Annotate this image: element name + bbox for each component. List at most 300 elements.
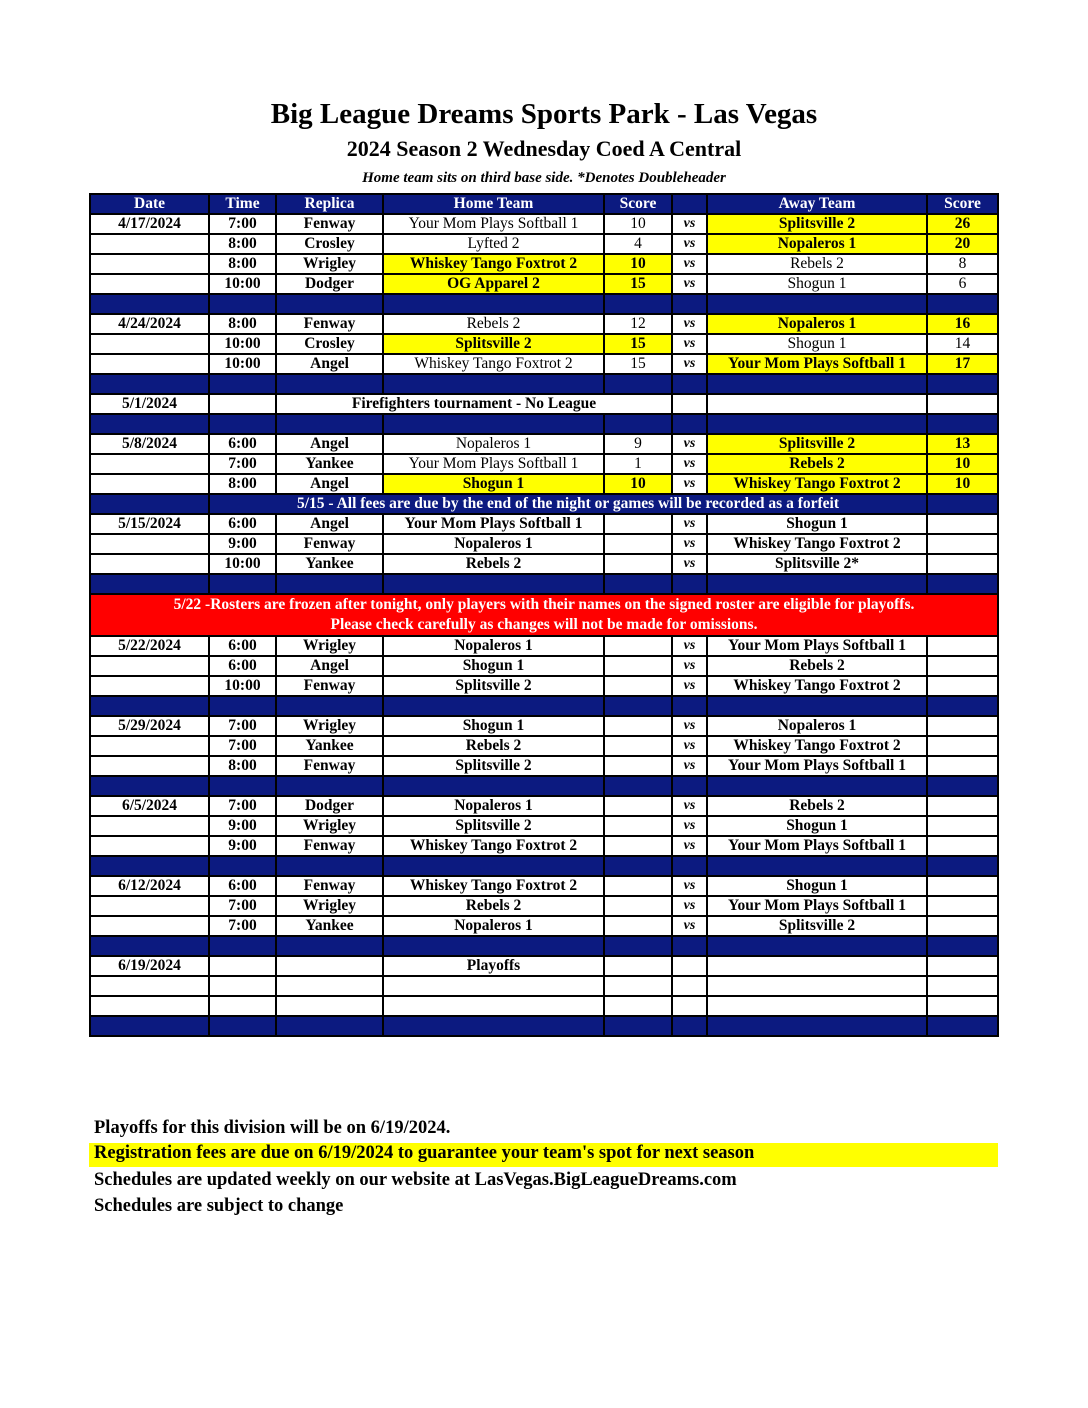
home-team-cell: Nopaleros 1 [383, 534, 604, 554]
table-row [90, 916, 998, 936]
cell [672, 856, 707, 876]
away-score-cell [927, 514, 998, 534]
cell [707, 574, 927, 594]
cell [383, 294, 604, 314]
time-cell: 10:00 [209, 334, 276, 354]
away-score-cell [927, 554, 998, 574]
away-score-cell [927, 676, 998, 696]
away-team-cell: Splitsville 2 [707, 916, 927, 936]
cell [383, 976, 604, 996]
home-score-cell: 10 [604, 214, 672, 234]
cell [927, 976, 998, 996]
playoffs-row [90, 956, 998, 976]
vs-cell: vs [672, 916, 707, 936]
cell [604, 294, 672, 314]
time-cell: 6:00 [209, 876, 276, 896]
cell [276, 574, 383, 594]
empty-row [90, 996, 998, 1016]
footer-website: Schedules are updated weekly on our website at LasVegas.BigLeagueDreams.com [94, 1170, 737, 1190]
date-cell [90, 474, 209, 494]
cell [276, 976, 383, 996]
away-team-cell: Rebels 2 [707, 656, 927, 676]
away-score-cell [927, 656, 998, 676]
no-games-row [90, 394, 998, 414]
header-time: Time [209, 194, 276, 214]
date-cell [90, 234, 209, 254]
home-score-cell: 15 [604, 354, 672, 374]
time-cell: 10:00 [209, 554, 276, 574]
home-score-cell: 1 [604, 454, 672, 474]
field-cell: Angel [276, 434, 383, 454]
cell [90, 696, 209, 716]
date-cell: 5/29/2024 [90, 716, 209, 736]
field-cell: Angel [276, 354, 383, 374]
separator-row [90, 414, 998, 434]
away-score-cell [927, 636, 998, 656]
time-cell: 7:00 [209, 896, 276, 916]
cell [383, 936, 604, 956]
time-cell: 10:00 [209, 354, 276, 374]
home-score-cell [604, 876, 672, 896]
cell [209, 294, 276, 314]
away-team-cell: Splitsville 2 [707, 434, 927, 454]
cell [276, 696, 383, 716]
away-score-cell [927, 836, 998, 856]
date-cell [90, 254, 209, 274]
vs-cell [672, 394, 707, 414]
date-cell [90, 756, 209, 776]
separator-row [90, 856, 998, 876]
home-team-cell: Nopaleros 1 [383, 434, 604, 454]
cell [604, 956, 672, 976]
cell [383, 1016, 604, 1036]
table-row [90, 254, 998, 274]
time-cell: 7:00 [209, 716, 276, 736]
cell [209, 936, 276, 956]
cell [672, 776, 707, 796]
cell [927, 856, 998, 876]
time-cell: 9:00 [209, 534, 276, 554]
cell [707, 414, 927, 434]
time-cell: 8:00 [209, 314, 276, 334]
cell [672, 1016, 707, 1036]
vs-cell: vs [672, 656, 707, 676]
cell [90, 936, 209, 956]
time-cell: 10:00 [209, 676, 276, 696]
home-team-cell: Rebels 2 [383, 896, 604, 916]
table-row [90, 354, 998, 374]
date-cell [90, 554, 209, 574]
date-cell: 5/15/2024 [90, 514, 209, 534]
cell [209, 574, 276, 594]
home-team-cell: Whiskey Tango Foxtrot 2 [383, 876, 604, 896]
away-team-cell: Nopaleros 1 [707, 234, 927, 254]
cell [383, 696, 604, 716]
home-team-cell: Shogun 1 [383, 656, 604, 676]
home-team-cell: Whiskey Tango Foxtrot 2 [383, 254, 604, 274]
away-score-cell: 26 [927, 214, 998, 234]
cell [276, 856, 383, 876]
page-subtitle: 2024 Season 2 Wednesday Coed A Central [346, 136, 742, 161]
vs-cell: vs [672, 816, 707, 836]
home-score-cell [604, 756, 672, 776]
away-team-cell: Nopaleros 1 [707, 716, 927, 736]
cell [209, 856, 276, 876]
time-cell: 7:00 [209, 796, 276, 816]
date-cell [90, 736, 209, 756]
table-header [90, 194, 998, 214]
date-cell [90, 836, 209, 856]
time-cell: 7:00 [209, 916, 276, 936]
field-cell: Dodger [276, 274, 383, 294]
away-team-cell: Rebels 2 [707, 254, 927, 274]
vs-cell: vs [672, 234, 707, 254]
time-cell: 7:00 [209, 214, 276, 234]
vs-cell: vs [672, 876, 707, 896]
home-score-cell [604, 816, 672, 836]
table-row [90, 636, 998, 656]
schedule-table [89, 193, 999, 1037]
cell [707, 1016, 927, 1036]
away-score-cell: 16 [927, 314, 998, 334]
table-row [90, 656, 998, 676]
home-score-cell: 15 [604, 274, 672, 294]
away-score-cell: 14 [927, 334, 998, 354]
away-score-cell: 8 [927, 254, 998, 274]
cell [90, 976, 209, 996]
field-cell: Angel [276, 474, 383, 494]
cell [276, 294, 383, 314]
away-score-cell [927, 896, 998, 916]
separator-row [90, 574, 998, 594]
vs-cell: vs [672, 334, 707, 354]
date-cell: 6/12/2024 [90, 876, 209, 896]
table-row [90, 736, 998, 756]
roster-notice-line1: 5/22 -Rosters are frozen after tonight, only players with their names on the signed roster are eligible for playoffs. [173, 596, 915, 613]
field-cell: Wrigley [276, 636, 383, 656]
away-score-cell [927, 916, 998, 936]
footer-playoffs: Playoffs for this division will be on 6/19/2024. [94, 1118, 451, 1138]
vs-cell: vs [672, 354, 707, 374]
home-score-cell: 4 [604, 234, 672, 254]
cell [604, 856, 672, 876]
vs-cell: vs [672, 736, 707, 756]
cell [927, 1016, 998, 1036]
vs-cell: vs [672, 214, 707, 234]
header-home-team: Home Team [383, 194, 604, 214]
header-date: Date [90, 194, 209, 214]
home-team-cell: Splitsville 2 [383, 816, 604, 836]
date-cell [90, 816, 209, 836]
home-team-cell: Lyfted 2 [383, 234, 604, 254]
header-home-score: Score [604, 194, 672, 214]
date-cell: 5/1/2024 [90, 394, 209, 414]
schedule-note: Home team sits on third base side. *Denotes Doubleheader [362, 170, 726, 186]
cell [672, 696, 707, 716]
cell [707, 696, 927, 716]
vs-cell: vs [672, 676, 707, 696]
home-team-cell: Your Mom Plays Softball 1 [383, 214, 604, 234]
table-row [90, 514, 998, 534]
cell [707, 776, 927, 796]
cell [90, 574, 209, 594]
date-cell [90, 534, 209, 554]
home-team-cell: Rebels 2 [383, 314, 604, 334]
cell [276, 776, 383, 796]
date-cell: 4/24/2024 [90, 314, 209, 334]
field-cell: Wrigley [276, 716, 383, 736]
cell [707, 976, 927, 996]
home-score-cell: 12 [604, 314, 672, 334]
fee-notice: 5/15 - All fees are due by the end of the night or games will be recorded as a forfeit [209, 494, 927, 514]
time-cell: 9:00 [209, 836, 276, 856]
vs-cell: vs [672, 716, 707, 736]
field-cell: Crosley [276, 234, 383, 254]
date-cell: 6/19/2024 [90, 956, 209, 976]
cell [604, 976, 672, 996]
cell [707, 374, 927, 394]
cell [672, 294, 707, 314]
away-team-cell: Nopaleros 1 [707, 314, 927, 334]
date-cell: 6/5/2024 [90, 796, 209, 816]
away-team-cell: Whiskey Tango Foxtrot 2 [707, 534, 927, 554]
away-score-cell: 10 [927, 474, 998, 494]
time-cell: 8:00 [209, 234, 276, 254]
separator-row [90, 696, 998, 716]
cell [672, 996, 707, 1016]
home-score-cell: 10 [604, 254, 672, 274]
field-cell: Fenway [276, 836, 383, 856]
table-row [90, 274, 998, 294]
cell [276, 936, 383, 956]
home-team-cell: Shogun 1 [383, 474, 604, 494]
cell [672, 976, 707, 996]
away-score-cell: 17 [927, 354, 998, 374]
field-cell: Fenway [276, 756, 383, 776]
cell [209, 414, 276, 434]
table-row [90, 454, 998, 474]
home-team-cell: Shogun 1 [383, 716, 604, 736]
time-cell: 6:00 [209, 656, 276, 676]
cell [209, 374, 276, 394]
cell [927, 936, 998, 956]
cell [383, 374, 604, 394]
header-away-score: Score [927, 194, 998, 214]
home-score-cell [604, 514, 672, 534]
vs-cell: vs [672, 454, 707, 474]
away-team-cell: Shogun 1 [707, 876, 927, 896]
field-cell: Angel [276, 514, 383, 534]
vs-cell: vs [672, 534, 707, 554]
cell [209, 1016, 276, 1036]
away-team-cell: Splitsville 2 [707, 214, 927, 234]
cell [927, 294, 998, 314]
table-row [90, 434, 998, 454]
table-row [90, 334, 998, 354]
time-cell: 7:00 [209, 454, 276, 474]
away-score-cell [927, 816, 998, 836]
table-row [90, 716, 998, 736]
home-score-cell [604, 716, 672, 736]
home-team-cell: Nopaleros 1 [383, 916, 604, 936]
separator-row [90, 1016, 998, 1036]
cell [90, 996, 209, 1016]
cell [383, 414, 604, 434]
away-team-cell: Whiskey Tango Foxtrot 2 [707, 736, 927, 756]
away-team-cell: Shogun 1 [707, 816, 927, 836]
separator-row [90, 936, 998, 956]
cell [276, 996, 383, 1016]
vs-cell: vs [672, 554, 707, 574]
cell [90, 414, 209, 434]
cell [383, 996, 604, 1016]
date-cell [90, 334, 209, 354]
home-team-cell: Your Mom Plays Softball 1 [383, 514, 604, 534]
home-score-cell [604, 534, 672, 554]
date-cell [90, 896, 209, 916]
field-cell [276, 956, 383, 976]
field-cell: Crosley [276, 334, 383, 354]
time-cell: 8:00 [209, 474, 276, 494]
away-score-cell [927, 716, 998, 736]
cell [90, 776, 209, 796]
field-cell: Angel [276, 656, 383, 676]
table-row [90, 676, 998, 696]
fee-notice-row [90, 494, 998, 514]
cell [209, 976, 276, 996]
header-vs [672, 194, 707, 214]
cell [927, 574, 998, 594]
away-score-cell [927, 736, 998, 756]
home-team-cell: Whiskey Tango Foxtrot 2 [383, 354, 604, 374]
cell [707, 996, 927, 1016]
cell [927, 494, 998, 514]
field-cell: Yankee [276, 736, 383, 756]
away-team-cell: Your Mom Plays Softball 1 [707, 354, 927, 374]
home-score-cell [604, 676, 672, 696]
date-cell: 4/17/2024 [90, 214, 209, 234]
home-score-cell: 9 [604, 434, 672, 454]
home-score-cell [604, 656, 672, 676]
roster-notice [90, 594, 998, 636]
home-score-cell [604, 796, 672, 816]
home-score-cell [604, 916, 672, 936]
date-cell [90, 916, 209, 936]
table-row [90, 876, 998, 896]
table-row [90, 234, 998, 254]
away-score-cell: 10 [927, 454, 998, 474]
cell [927, 414, 998, 434]
away-team-cell: Your Mom Plays Softball 1 [707, 756, 927, 776]
no-league-message: Firefighters tournament - No League [276, 394, 672, 414]
home-team-cell: Splitsville 2 [383, 676, 604, 696]
away-team-cell: Shogun 1 [707, 274, 927, 294]
date-cell [90, 274, 209, 294]
cell [604, 574, 672, 594]
home-team-cell: Splitsville 2 [383, 756, 604, 776]
cell [672, 936, 707, 956]
home-score-cell: 15 [604, 334, 672, 354]
cell [276, 414, 383, 434]
table-row [90, 214, 998, 234]
cell [209, 996, 276, 1016]
table-row [90, 836, 998, 856]
table-row [90, 796, 998, 816]
cell [707, 294, 927, 314]
field-cell: Fenway [276, 876, 383, 896]
field-cell: Fenway [276, 314, 383, 334]
cell [604, 414, 672, 434]
date-cell: 5/8/2024 [90, 434, 209, 454]
roster-notice-row [90, 594, 998, 636]
date-cell [90, 354, 209, 374]
cell [383, 574, 604, 594]
empty-row [90, 976, 998, 996]
cell [209, 696, 276, 716]
vs-cell: vs [672, 254, 707, 274]
roster-notice-line2: Please check carefully as changes will not be made for omissions. [330, 616, 758, 633]
cell [927, 374, 998, 394]
home-score-cell [604, 736, 672, 756]
time-cell: 7:00 [209, 736, 276, 756]
home-team-cell: Rebels 2 [383, 554, 604, 574]
cell [927, 776, 998, 796]
cell [276, 374, 383, 394]
away-score-cell [927, 534, 998, 554]
cell [927, 696, 998, 716]
header-away-team: Away Team [707, 194, 927, 214]
time-cell: 6:00 [209, 434, 276, 454]
field-cell: Yankee [276, 916, 383, 936]
away-team-cell: Shogun 1 [707, 334, 927, 354]
field-cell: Fenway [276, 676, 383, 696]
away-team-cell [707, 394, 927, 414]
vs-cell: vs [672, 756, 707, 776]
vs-cell: vs [672, 836, 707, 856]
home-team-cell: Splitsville 2 [383, 334, 604, 354]
cell [707, 956, 927, 976]
cell [604, 996, 672, 1016]
time-cell: 10:00 [209, 274, 276, 294]
cell [672, 374, 707, 394]
vs-cell: vs [672, 434, 707, 454]
cell [604, 776, 672, 796]
vs-cell: vs [672, 314, 707, 334]
home-team-cell: Your Mom Plays Softball 1 [383, 454, 604, 474]
separator-row [90, 294, 998, 314]
field-cell: Yankee [276, 454, 383, 474]
cell [707, 936, 927, 956]
table-row [90, 554, 998, 574]
away-team-cell: Rebels 2 [707, 796, 927, 816]
cell [90, 494, 209, 514]
away-score-cell [927, 876, 998, 896]
away-score-cell: 6 [927, 274, 998, 294]
field-cell: Wrigley [276, 896, 383, 916]
vs-cell: vs [672, 274, 707, 294]
cell [90, 294, 209, 314]
field-cell: Fenway [276, 214, 383, 234]
away-team-cell: Splitsville 2* [707, 554, 927, 574]
home-score-cell: 10 [604, 474, 672, 494]
away-score-cell: 13 [927, 434, 998, 454]
table-row [90, 474, 998, 494]
home-score-cell [604, 836, 672, 856]
vs-cell: vs [672, 896, 707, 916]
field-cell: Yankee [276, 554, 383, 574]
date-cell [90, 676, 209, 696]
cell [927, 956, 998, 976]
